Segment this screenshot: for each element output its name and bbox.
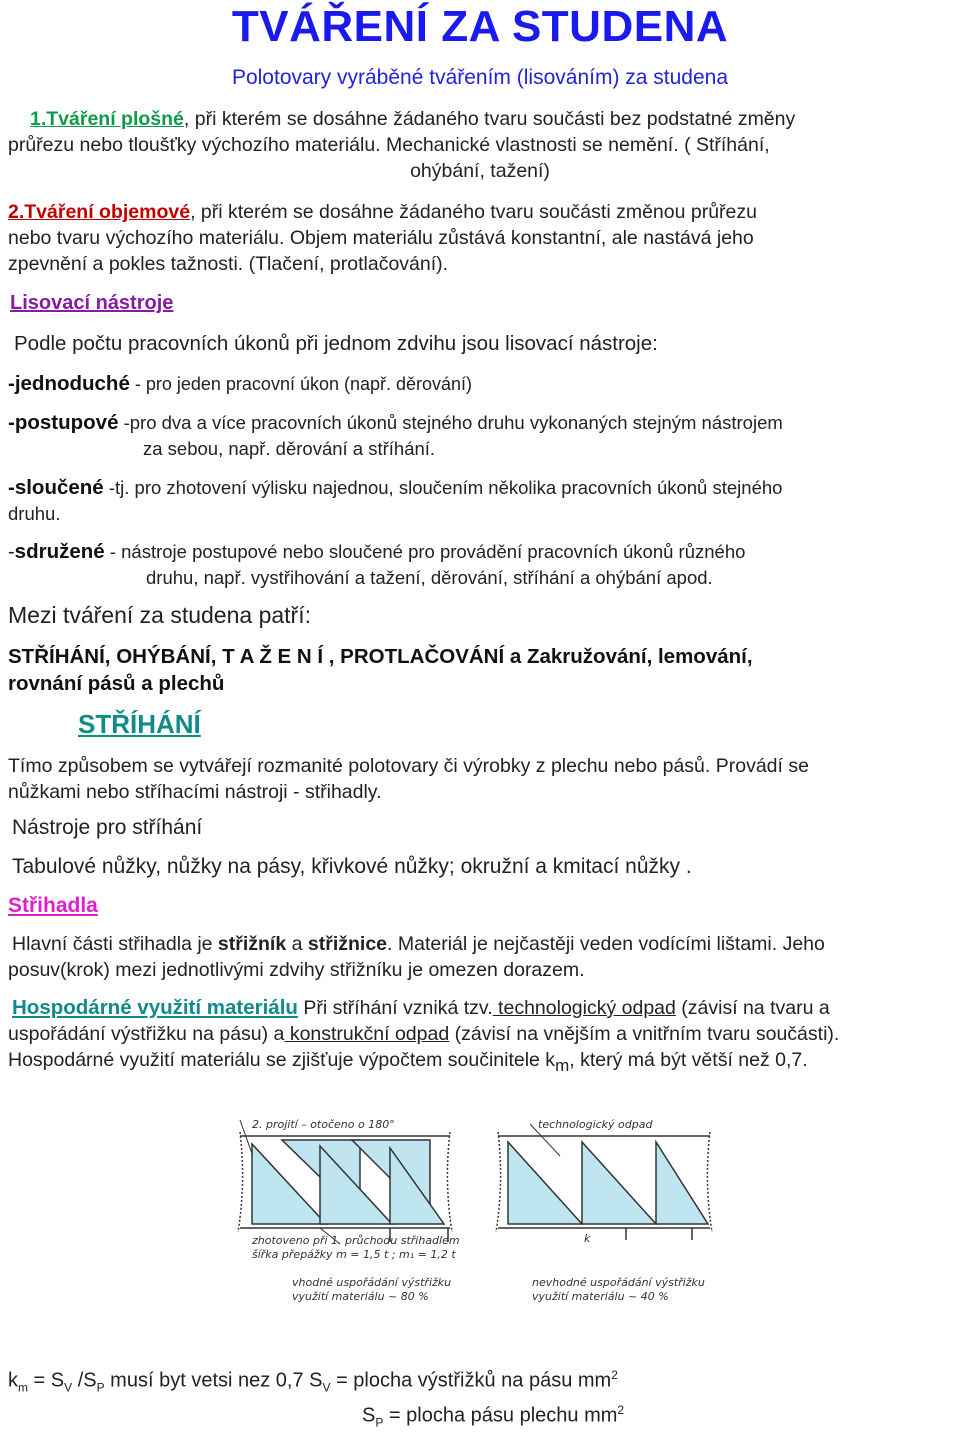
item-2 [8, 199, 960, 225]
fig-label-k: k [584, 1232, 591, 1245]
methods-line-1: STŘÍHÁNÍ, OHÝBÁNÍ, T A Ž E N Í , PROTLAČOVÁNÍ a Zakružování, lemování, [8, 645, 753, 668]
type-postupove-text-a: -pro dva a více pracovních úkonů stejného druhu vykonaných stejným nástrojem [118, 412, 783, 433]
type-postupove [8, 410, 960, 436]
hospodarne-l3a: Hospodárné využití materiálu se zjišťuje výpočtem součinitele k [8, 1049, 556, 1071]
konstrukcni-odpad: konstrukční odpad [284, 1023, 450, 1045]
strihadla-t1: Hlavní části střihadla je [12, 933, 218, 955]
type-sdruzene-line-2: druhu, např. vystřihování a tažení, děrování, stříhání a ohýbání apod. [146, 567, 713, 588]
fig-label-right-top: technologický odpad [538, 1118, 653, 1131]
strihadla-b2: střižnice [307, 933, 388, 955]
type-jednoduche-text: - pro jeden pracovní úkon (např. děrování) [129, 374, 473, 394]
type-sdruzene-dash: - [8, 541, 15, 563]
formula-sup2: 2 [611, 1368, 618, 1382]
item-2-title: 2.Tváření objemové [8, 201, 191, 223]
strihani-heading: STŘÍHÁNÍ [78, 709, 201, 739]
strihani-text-1: Tímo způsobem se vytvářejí rozmanité polotovary či výrobky z plechu nebo pásů. Provádí se [8, 755, 809, 777]
hospodarne-heading: Hospodárné využití materiálu [12, 996, 298, 1019]
fig-caption-left-1: vhodné uspořádání výstřižku [292, 1276, 452, 1289]
item-1-line-3: ohýbání, tažení) [410, 160, 550, 182]
formula-slash: /S [72, 1369, 97, 1392]
formula-sv2-sub: V [322, 1380, 331, 1395]
hospodarne-l2b: (závisí na vnějším a vnitřním tvaru součásti). [449, 1023, 840, 1045]
methods-line-2: rovnání pásů a plechů [8, 672, 225, 695]
type-postupove-line-2: za sebou, např. děrování a stříhání. [143, 438, 436, 459]
strip-layout-figure [230, 1116, 730, 1308]
formula-sp2: S [362, 1404, 376, 1427]
item-1-title: 1.Tváření plošné [30, 108, 184, 130]
lisovaci-intro: Podle počtu pracovních úkonů při jednom zdvihu jsou lisovací nástroje: [14, 332, 658, 355]
item-2-line-3: zpevnění a pokles tažnosti. (Tlačení, protlačování). [8, 253, 449, 275]
formula-line-1 [8, 1362, 960, 1401]
formula-k-sub: m [18, 1380, 28, 1395]
fig-label-zhotoveno: zhotoveno při 1. průchodu střihadlem [252, 1234, 460, 1247]
fig-label-sirka: šířka přepážky m = 1,5 t ; m₁ = 1,2 t [252, 1248, 456, 1261]
formula-sv-sub: V [64, 1380, 73, 1395]
item-1 [30, 106, 960, 132]
fig-caption-right-2: využití materiálu ~ 40 % [532, 1290, 669, 1303]
type-jednoduche [8, 371, 472, 397]
formula-eq: = S [28, 1369, 65, 1392]
type-sdruzene-label: sdružené [14, 540, 105, 563]
formula-k: k [8, 1369, 18, 1392]
formula-sup2b: 2 [617, 1403, 625, 1417]
fig-caption-left-2: využití materiálu ~ 80 % [292, 1290, 429, 1303]
strihadla-heading [8, 894, 98, 918]
mezi-heading: Mezi tváření za studena patří: [8, 602, 311, 628]
type-sdruzene [8, 539, 960, 565]
hospodarne-l3b: , který má být větší než 0,7. [569, 1049, 808, 1071]
page-subtitle: Polotovary vyráběné tvářením (lisováním) za studena [231, 66, 729, 89]
hospodarne-line-1 [12, 995, 960, 1021]
strihadla-b1: střižník [217, 933, 287, 955]
item-1-text-a: , při kterém se dosáhne žádaného tvaru součásti bez podstatné změny [183, 108, 796, 130]
strihadla-t3: . Materiál je nejčastěji veden vodícími lištami. Jeho [387, 933, 825, 955]
hospodarne-t1: Při stříhání vzniká tzv. [297, 997, 493, 1019]
strihadla-text-2: posuv(krok) mezi jednotlivými zdvihy střižníku je omezen dorazem. [8, 959, 585, 981]
page-title: TVÁŘENÍ ZA STUDENA [231, 2, 729, 51]
lisovaci-heading-text: Lisovací nástroje [10, 292, 174, 314]
hospodarne-l2a: uspořádání výstřižku na pásu) a [8, 1023, 285, 1045]
strihadla-heading-text: Střihadla [8, 894, 98, 917]
technologicky-odpad: technologický odpad [492, 997, 676, 1019]
formula-sp-def: = plocha pásu plechu mm [383, 1404, 618, 1427]
type-sloucene [8, 475, 960, 501]
strihani-text-2: nůžkami nebo stříhacími nástroji - střihadly. [8, 781, 382, 803]
nastroje-text: Tabulové nůžky, nůžky na pásy, křivkové nůžky; okružní a kmitací nůžky . [12, 855, 692, 878]
hospodarne-t2: (závisí na tvaru a [675, 997, 830, 1019]
lisovaci-heading [10, 292, 173, 315]
type-jednoduche-label: -jednoduché [8, 372, 130, 395]
hospodarne-sub: m [555, 1055, 570, 1075]
strihadla-t2: a [286, 933, 308, 955]
formula-sp-sub: P [96, 1380, 105, 1395]
type-sloucene-label: -sloučené [8, 476, 104, 499]
type-postupove-label: -postupové [8, 411, 119, 434]
formula-sv-def: = plocha výstřižků na pásu mm [330, 1369, 612, 1392]
item-2-text-a: , při kterém se dosáhne žádaného tvaru součásti změnou průřezu [190, 201, 757, 223]
fig-caption-right-1: nevhodné uspořádání výstřižku [532, 1276, 705, 1289]
item-1-line-2: průřezu nebo tloušťky výchozího materiálu. Mechanické vlastnosti se nemění. ( Stříhání, [8, 134, 770, 156]
strihadla-text-1 [12, 931, 960, 957]
fig-label-left-top: 2. projití – otočeno o 180° [252, 1118, 395, 1131]
type-sloucene-text-a: -tj. pro zhotovení výlisku najednou, sloučením několika pracovních úkonů stejného [103, 477, 783, 498]
item-2-line-2: nebo tvaru výchozího materiálu. Objem materiálu zůstává konstantní, ale nastává jeho [8, 227, 754, 249]
hospodarne-line-3 [8, 1047, 960, 1079]
nastroje-heading: Nástroje pro stříhání [12, 816, 203, 839]
type-sdruzene-text-a: - nástroje postupové nebo sloučené pro provádění pracovních úkonů různého [104, 541, 746, 562]
formula-line-2 [362, 1397, 624, 1436]
type-sloucene-line-2: druhu. [8, 503, 61, 524]
formula-sp2-sub: P [375, 1415, 384, 1430]
formula-rest: musí byt vetsi nez 0,7 S [104, 1369, 323, 1392]
hospodarne-line-2 [8, 1021, 960, 1047]
